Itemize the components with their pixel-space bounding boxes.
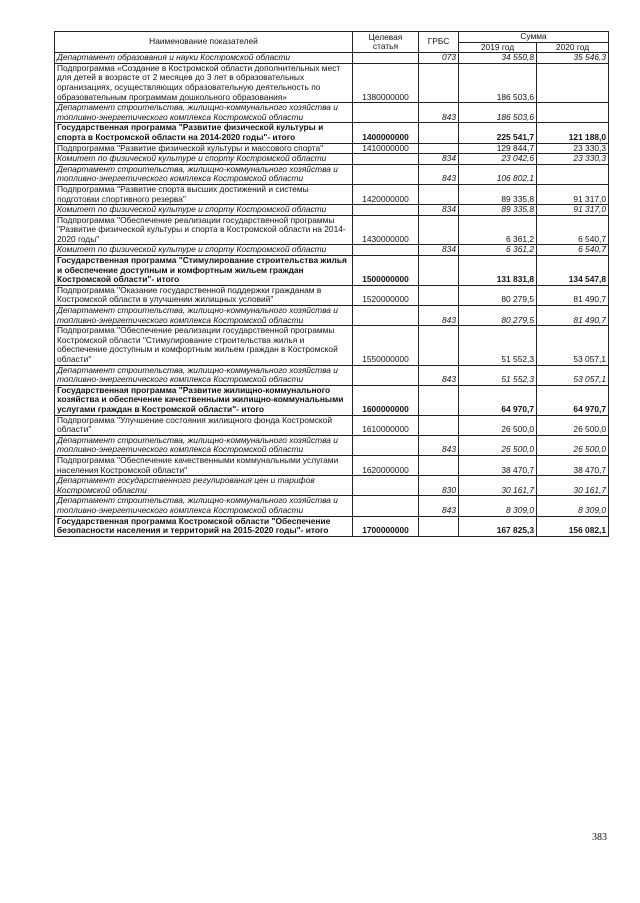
row-target-code: 1700000000 (353, 516, 419, 536)
row-sum-2020: 23 330,3 (537, 143, 609, 154)
table-row (55, 516, 609, 536)
table-row (55, 455, 609, 475)
row-grbs: 843 (419, 103, 459, 123)
table-row (55, 245, 609, 256)
table-row (55, 285, 609, 305)
table-row (55, 476, 609, 496)
row-target-code (353, 365, 419, 385)
table-row (55, 365, 609, 385)
row-sum-2020: 121 188,0 (537, 123, 609, 143)
row-target-code (353, 245, 419, 256)
row-sum-2019: 89 335,8 (459, 184, 537, 204)
row-sum-2019: 186 503,6 (459, 103, 537, 123)
table-body (55, 53, 609, 537)
row-name: Департамент государственного регулирования цен и тарифов Костромской области (55, 476, 353, 496)
row-grbs: 843 (419, 496, 459, 516)
row-sum-2020 (537, 164, 609, 184)
row-target-code: 1400000000 (353, 123, 419, 143)
row-sum-2020: 91 317,0 (537, 184, 609, 204)
row-sum-2020 (537, 103, 609, 123)
row-sum-2019: 80 279,5 (459, 285, 537, 305)
row-name: Государственная программа "Развитие жилищно-коммунального хозяйства и обеспечение качественными жилищно-коммунальными услугами граждан в Костромской области"- итого (55, 385, 353, 415)
row-sum-2020: 35 546,3 (537, 53, 609, 64)
row-grbs: 834 (419, 245, 459, 256)
row-sum-2019: 38 470,7 (459, 455, 537, 475)
row-grbs (419, 215, 459, 245)
header-name: Наименование показателей (55, 32, 353, 53)
table-row (55, 63, 609, 102)
row-target-code (353, 496, 419, 516)
row-sum-2020: 81 490,7 (537, 306, 609, 326)
row-name: Комитет по физической культуре и спорту Костромской области (55, 245, 353, 256)
row-name: Государственная программа "Стимулирование строительства жилья и обеспечение доступным и комфортным жильем граждан Костромской области"- итого (55, 256, 353, 286)
table-row (55, 435, 609, 455)
row-sum-2020: 26 500,0 (537, 435, 609, 455)
table-row (55, 385, 609, 415)
row-sum-2020: 23 330,3 (537, 154, 609, 165)
row-sum-2020: 8 309,0 (537, 496, 609, 516)
row-sum-2019: 34 550,8 (459, 53, 537, 64)
table-row (55, 103, 609, 123)
row-sum-2019: 89 335,8 (459, 205, 537, 216)
table-row (55, 53, 609, 64)
row-target-code: 1620000000 (353, 455, 419, 475)
row-target-code: 1420000000 (353, 184, 419, 204)
row-sum-2019: 26 500,0 (459, 415, 537, 435)
row-sum-2020: 81 490,7 (537, 285, 609, 305)
row-sum-2019: 6 361,2 (459, 215, 537, 245)
row-name: Департамент строительства, жилищно-коммунального хозяйства и топливно-энергетического комплекса Костромской области (55, 164, 353, 184)
row-target-code (353, 154, 419, 165)
row-target-code (353, 435, 419, 455)
row-sum-2019: 26 500,0 (459, 435, 537, 455)
budget-table (54, 31, 609, 537)
table-row (55, 184, 609, 204)
row-target-code (353, 306, 419, 326)
row-name: Государственная программа "Развитие физической культуры и спорта в Костромской области на 2014-2020 годы"- итого (55, 123, 353, 143)
row-sum-2020: 134 547,8 (537, 256, 609, 286)
table-row (55, 256, 609, 286)
row-name: Подпрограмма "Улучшение состояния жилищного фонда Костромской области" (55, 415, 353, 435)
row-sum-2020 (537, 63, 609, 102)
row-sum-2020: 91 317,0 (537, 205, 609, 216)
row-name: Комитет по физической культуре и спорту Костромской области (55, 205, 353, 216)
row-sum-2019: 131 831,8 (459, 256, 537, 286)
row-sum-2020: 6 540,7 (537, 245, 609, 256)
row-sum-2019: 30 161,7 (459, 476, 537, 496)
row-sum-2019: 167 825,3 (459, 516, 537, 536)
row-sum-2020: 38 470,7 (537, 455, 609, 475)
row-sum-2020: 6 540,7 (537, 215, 609, 245)
row-grbs: 843 (419, 164, 459, 184)
row-target-code: 1380000000 (353, 63, 419, 102)
table-row (55, 205, 609, 216)
table-row (55, 215, 609, 245)
header-year-2019: 2019 год (459, 42, 537, 53)
row-sum-2019: 6 361,2 (459, 245, 537, 256)
row-name: Департамент строительства, жилищно-коммунального хозяйства и топливно-энергетического комплекса Костромской области (55, 306, 353, 326)
table-header (55, 32, 609, 53)
row-grbs: 830 (419, 476, 459, 496)
row-name: Подпрограмма «Создание в Костромской области дополнительных мест для детей в возрасте от 2 месяцев до 3 лет в образовательных организациях, осуществляющих образовательную деятельность по образовательным программам дошкольного образования» (55, 63, 353, 102)
row-name: Департамент строительства, жилищно-коммунального хозяйства и топливно-энергетического комплекса Костромской области (55, 496, 353, 516)
row-grbs (419, 143, 459, 154)
row-target-code (353, 164, 419, 184)
row-sum-2020: 30 161,7 (537, 476, 609, 496)
table-row (55, 326, 609, 365)
row-name: Подпрограмма "Оказание государственной поддержки гражданам в Костромской области в улучшении жилищных условий" (55, 285, 353, 305)
row-target-code: 1610000000 (353, 415, 419, 435)
row-grbs (419, 326, 459, 365)
row-grbs (419, 455, 459, 475)
row-grbs (419, 184, 459, 204)
row-sum-2020: 53 057,1 (537, 326, 609, 365)
row-target-code (353, 205, 419, 216)
table-row (55, 164, 609, 184)
row-name: Государственная программа Костромской области "Обеспечение безопасности населения и территорий на 2015-2020 годы"- итого (55, 516, 353, 536)
row-sum-2019: 225 541,7 (459, 123, 537, 143)
header-grbs: ГРБС (419, 32, 459, 53)
row-sum-2020: 53 057,1 (537, 365, 609, 385)
row-name: Подпрограмма "Обеспечение качественными коммунальными услугами населения Костромской области" (55, 455, 353, 475)
table-row (55, 123, 609, 143)
row-grbs: 843 (419, 435, 459, 455)
row-target-code (353, 103, 419, 123)
row-name: Департамент образования и науки Костромской области (55, 53, 353, 64)
row-target-code: 1410000000 (353, 143, 419, 154)
row-sum-2019: 51 552,3 (459, 365, 537, 385)
row-sum-2020: 26 500,0 (537, 415, 609, 435)
row-sum-2019: 23 042,6 (459, 154, 537, 165)
table-row (55, 143, 609, 154)
row-grbs: 834 (419, 205, 459, 216)
row-target-code (353, 53, 419, 64)
row-grbs (419, 415, 459, 435)
row-sum-2020: 156 082,1 (537, 516, 609, 536)
row-grbs (419, 285, 459, 305)
row-sum-2019: 186 503,6 (459, 63, 537, 102)
row-name: Комитет по физической культуре и спорту Костромской области (55, 154, 353, 165)
row-grbs (419, 123, 459, 143)
row-grbs: 843 (419, 365, 459, 385)
row-target-code: 1600000000 (353, 385, 419, 415)
row-name: Подпрограмма "Развитие физической культуры и массового спорта" (55, 143, 353, 154)
table-row (55, 306, 609, 326)
row-sum-2019: 106 802,1 (459, 164, 537, 184)
row-target-code: 1430000000 (353, 215, 419, 245)
row-grbs: 834 (419, 154, 459, 165)
table-row (55, 496, 609, 516)
row-grbs: 843 (419, 306, 459, 326)
row-sum-2019: 129 844,7 (459, 143, 537, 154)
row-target-code: 1550000000 (353, 326, 419, 365)
row-name: Департамент строительства, жилищно-коммунального хозяйства и топливно-энергетического комплекса Костромской области (55, 435, 353, 455)
row-target-code: 1520000000 (353, 285, 419, 305)
row-grbs (419, 256, 459, 286)
row-name: Департамент строительства, жилищно-коммунального хозяйства и топливно-энергетического комплекса Костромской области (55, 103, 353, 123)
header-year-2020: 2020 год (537, 42, 609, 53)
table-row (55, 154, 609, 165)
row-grbs (419, 385, 459, 415)
row-name: Подпрограмма "Обеспечение реализации государственной программы Костромской области "Стимулирование строительства жилья и обеспечение доступным и комфортным жильем граждан в Костромской области" (55, 326, 353, 365)
row-name: Подпрограмма "Обеспечение реализации государственной программы "Развитие физической культуры и спорта в Костромской области на 2014-2020 годы" (55, 215, 353, 245)
row-name: Подпрограмма "Развитие спорта высших достижений и системы подготовки спортивного резерва" (55, 184, 353, 204)
row-sum-2019: 51 552,3 (459, 326, 537, 365)
row-sum-2020: 64 970,7 (537, 385, 609, 415)
row-target-code: 1500000000 (353, 256, 419, 286)
row-grbs: 073 (419, 53, 459, 64)
row-target-code (353, 476, 419, 496)
header-sum: Сумма (459, 32, 609, 43)
row-sum-2019: 64 970,7 (459, 385, 537, 415)
row-grbs (419, 516, 459, 536)
row-sum-2019: 80 279,5 (459, 306, 537, 326)
header-code: Целевая статья (353, 32, 419, 53)
row-sum-2019: 8 309,0 (459, 496, 537, 516)
row-name: Департамент строительства, жилищно-коммунального хозяйства и топливно-энергетического комплекса Костромской области (55, 365, 353, 385)
page-number: 383 (592, 832, 607, 843)
table-row (55, 415, 609, 435)
row-grbs (419, 63, 459, 102)
